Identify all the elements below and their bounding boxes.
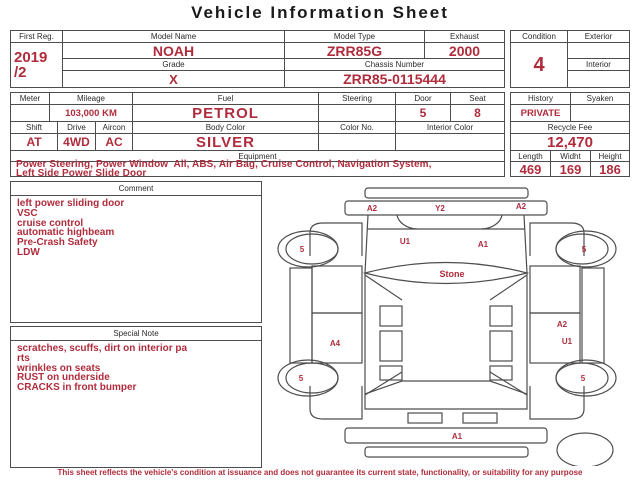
width-label: Widht (551, 151, 591, 162)
damage-label-right-side-upper: A2 (556, 320, 568, 329)
grade-label: Grade (63, 59, 285, 71)
chassis-number-label: Chassis Number (285, 59, 504, 71)
exhaust-label: Exhaust (425, 31, 504, 43)
special-note-item: rts (17, 352, 30, 364)
aircon-label: Aircon (96, 122, 133, 134)
wiper-arc-right (482, 215, 502, 229)
shift-label: Shift (11, 122, 58, 134)
steering-value (319, 105, 396, 122)
height-value: 186 (599, 161, 621, 177)
equipment-text (11, 159, 504, 179)
exhaust-value: 2000 (425, 43, 504, 59)
meter-value (11, 105, 50, 122)
recycle-fee-label: Recycle Fee (511, 122, 629, 134)
special-note-item: CRACKS in front bumper (17, 382, 137, 394)
rear-bottom-bar (365, 447, 528, 457)
special-note-label: Special Note (11, 327, 261, 341)
model-name-label: Model Name (63, 31, 285, 43)
right-rear-fender (530, 386, 584, 419)
disclaimer-text: This sheet reflects the vehicle's condition at issuance and does not guarantee its current state, functionality, or suitability for any purpose (57, 468, 583, 477)
damage-label-windshield-right: A1 (477, 240, 489, 249)
drive-value: 4WD (58, 134, 96, 151)
fuel-label: Fuel (133, 93, 319, 105)
taillight-right (463, 413, 497, 423)
condition-label: Condition (511, 31, 568, 43)
interior-value (568, 71, 629, 87)
interior-label: Interior (568, 59, 629, 71)
wheel-grade-rear-right: 5 (580, 374, 586, 383)
exterior-value (568, 43, 629, 59)
first-reg-value (11, 43, 63, 87)
wheel-front-left (278, 231, 338, 267)
page-title: Vehicle Information Sheet (191, 3, 449, 22)
comment-item: VSC (17, 207, 38, 219)
registration-table (10, 30, 505, 88)
interior-color-value (396, 134, 504, 151)
spare-tire (557, 433, 613, 466)
special-note-items (11, 341, 261, 396)
mileage-value: 103,000 KM (50, 105, 133, 122)
rear-bumper (345, 428, 547, 443)
history-table (510, 92, 630, 177)
comment-items (11, 196, 261, 261)
special-note-box (10, 326, 262, 468)
fuel-value: PETROL (133, 105, 319, 122)
wheel-grade-rear-left: 5 (298, 374, 304, 383)
mileage-label: Mileage (50, 93, 133, 105)
color-no-label: Color No. (319, 122, 396, 134)
rear-window (365, 381, 527, 409)
history-value: PRIVATE (511, 105, 571, 122)
height-label: Height (591, 151, 629, 162)
damage-label-front-center: Y2 (435, 204, 445, 213)
damage-label-right-side-lower: U1 (561, 337, 573, 346)
steering-label: Steering (319, 93, 396, 105)
equipment-label: Equipment (11, 151, 504, 162)
model-type-label: Model Type (285, 31, 425, 43)
damage-label-left-side: A4 (329, 339, 341, 348)
shift-value: AT (11, 134, 58, 151)
width-value: 169 (551, 162, 591, 176)
color-no-value (319, 134, 396, 151)
seat-value: 8 (451, 105, 504, 122)
right-front-fender (530, 223, 584, 256)
body-color-label: Body Color (133, 122, 319, 134)
history-label: History (511, 93, 571, 105)
first-reg-month: /2 (14, 64, 27, 81)
equipment-line-2: Left Side Power Slide Door (16, 168, 147, 179)
left-rear-fender (310, 386, 362, 419)
exterior-label: Exterior (568, 31, 629, 43)
comment-item: left power sliding door (17, 198, 125, 209)
damage-label-front-left: A2 (366, 204, 378, 213)
door-label: Door (396, 93, 451, 105)
left-front-fender (310, 223, 362, 256)
condition-value: 4 (511, 43, 568, 87)
taillight-left (408, 413, 442, 423)
wiper-arc-left (397, 215, 417, 229)
first-reg-year: 2019 (14, 49, 48, 66)
damage-label-rear: A1 (451, 432, 463, 441)
details-table (10, 92, 505, 177)
special-note-item: scratches, scuffs, dirt on interior pa (17, 343, 188, 354)
syaken-label: Syaken (571, 93, 629, 105)
syaken-value (571, 105, 629, 122)
drive-label: Drive (58, 122, 96, 134)
model-type-value: ZRR85G (285, 43, 425, 59)
wheel-grade-front-right: 5 (581, 245, 587, 254)
recycle-fee-value: 12,470 (511, 134, 629, 151)
interior-color-label: Interior Color (396, 122, 504, 134)
damage-label-windshield-left: U1 (399, 237, 411, 246)
length-value: 469 (511, 162, 551, 176)
comment-item: cruise control (17, 217, 84, 229)
special-note-item: RUST on underside (17, 372, 110, 384)
car-damage-diagram (265, 176, 640, 466)
equipment-line-1: Power Steering, Power Window All, ABS, Air Bag, Cruise Control, Navigation System, (16, 159, 432, 170)
chassis-number-value: ZRR85-0115444 (343, 71, 446, 87)
first-reg-label: First Reg. (11, 31, 63, 43)
body-color-value: SILVER (133, 134, 319, 151)
wheel-grade-front-left: 5 (299, 245, 305, 254)
wheel-rear-left (278, 360, 338, 396)
wheel-rear-right (556, 360, 616, 396)
seat-label: Seat (451, 93, 504, 105)
grade-value: X (63, 71, 285, 87)
length-label: Length (511, 151, 551, 162)
comment-item: Pre-Crash Safety (17, 237, 98, 249)
meter-label: Meter (11, 93, 50, 105)
front-top-bar (365, 188, 528, 198)
comment-item: LDW (17, 246, 40, 258)
comment-item: automatic highbeam (17, 227, 115, 239)
damage-label-front-right: A2 (515, 202, 527, 211)
aircon-value: AC (96, 134, 133, 151)
damage-label-roof: Stone (439, 269, 465, 279)
comment-box (10, 181, 262, 323)
condition-table (510, 30, 630, 88)
door-value: 5 (396, 105, 451, 122)
special-note-item: wrinkles on seats (17, 362, 101, 374)
comment-label: Comment (11, 182, 261, 196)
model-name-value: NOAH (63, 43, 285, 59)
